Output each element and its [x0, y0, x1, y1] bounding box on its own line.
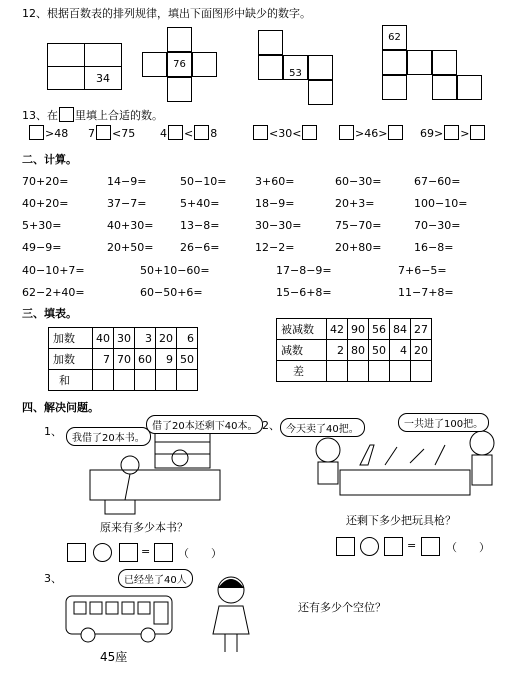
calc-item: 14−9= [107, 175, 147, 188]
row-label: 加数 [49, 328, 93, 349]
answer-cell[interactable] [327, 361, 348, 382]
speech-bubble-borrowed: 我借了20本书。 [66, 427, 151, 446]
calc-item: 3+60= [255, 175, 295, 188]
stair-top-number: 62 [382, 25, 407, 50]
calc-item: 11−7+8= [398, 286, 454, 299]
calc-item: 40+20= [22, 197, 69, 210]
subtraction-table: 被减数 42 90 56 84 27 减数 2 80 50 4 20 差 [276, 318, 432, 382]
calc-item: 50+10−60= [140, 264, 210, 277]
unit-parentheses[interactable]: （ ） [446, 541, 490, 554]
calc-item: 17−8−9= [276, 264, 332, 277]
q13-suffix: 里填上合适的数。 [75, 109, 163, 122]
calc-item: 40−10+7= [22, 264, 85, 277]
calc-item: 75−70= [335, 219, 382, 232]
problem3-number: 3、 [44, 572, 62, 585]
equals-sign: = [141, 545, 151, 558]
calc-item: 20+80= [335, 241, 382, 254]
q13-item-3: 4 < 8 [160, 127, 218, 140]
answer-box[interactable] [168, 125, 183, 140]
answer-box[interactable] [336, 537, 355, 556]
calc-item: 5+40= [180, 197, 220, 210]
answer-cell[interactable] [348, 361, 369, 382]
row-label: 减数 [277, 340, 327, 361]
row-label: 加数 [49, 349, 93, 370]
bus-illustration [62, 588, 182, 646]
row-label: 差 [277, 361, 327, 382]
section4-title: 四、解决问题。 [22, 401, 99, 414]
operator-circle[interactable] [360, 537, 379, 556]
calc-item: 70−30= [414, 219, 461, 232]
hundred-chart-grid [47, 43, 122, 90]
equals-sign: = [407, 539, 417, 552]
q13-item-6: 69> > [420, 125, 486, 140]
speech-bubble-total: 一共进了100把。 [398, 413, 489, 432]
cross-center-number: 76 [167, 52, 192, 77]
calc-item: 62−2+40= [22, 286, 85, 299]
bus-seat-count: 45座 [100, 650, 128, 664]
calc-item: 7+6−5= [398, 264, 447, 277]
answer-cell[interactable] [93, 370, 114, 391]
answer-box[interactable] [119, 543, 138, 562]
answer-box[interactable] [96, 125, 111, 140]
problem3-question: 还有多少个空位？ [298, 601, 386, 614]
answer-box[interactable] [29, 125, 44, 140]
answer-box[interactable] [421, 537, 440, 556]
answer-cell[interactable] [369, 361, 390, 382]
operator-circle[interactable] [93, 543, 112, 562]
calc-item: 60−50+6= [140, 286, 203, 299]
girl-illustration [205, 572, 255, 657]
blank-box-example [59, 107, 74, 122]
section3-title: 三、填表。 [22, 307, 77, 320]
answer-box[interactable] [194, 125, 209, 140]
problem1-number: 1、 [44, 425, 62, 438]
s-shape-number: 53 [289, 68, 302, 79]
answer-box[interactable] [388, 125, 403, 140]
calc-item: 30−30= [255, 219, 302, 232]
speech-bubble-remaining: 借了20本还剩下40本。 [146, 415, 263, 434]
calc-item: 70+20= [22, 175, 69, 188]
q13-prefix: 13、在 [22, 109, 58, 122]
speech-bubble-seated: 已经坐了40人 [118, 569, 193, 588]
calc-item: 60−30= [335, 175, 382, 188]
answer-cell[interactable] [114, 370, 135, 391]
calc-item: 49−9= [22, 241, 62, 254]
addition-table: 加数 40 30 3 20 6 加数 7 70 60 9 50 和 [48, 327, 198, 391]
answer-box[interactable] [302, 125, 317, 140]
answer-cell[interactable] [390, 361, 411, 382]
answer-cell[interactable] [135, 370, 156, 391]
answer-box[interactable] [339, 125, 354, 140]
answer-box[interactable] [384, 537, 403, 556]
answer-box[interactable] [67, 543, 86, 562]
q13-item-4: <30< [252, 125, 318, 140]
calc-item: 13−8= [180, 219, 220, 232]
calc-item: 37−7= [107, 197, 147, 210]
calc-item: 100−10= [414, 197, 468, 210]
calc-item: 12−2= [255, 241, 295, 254]
speech-bubble-sold: 今天卖了40把。 [280, 418, 365, 437]
section2-title: 二、计算。 [22, 153, 77, 166]
answer-box[interactable] [154, 543, 173, 562]
unit-parentheses[interactable]: （ ） [178, 547, 222, 560]
calc-item: 67−60= [414, 175, 461, 188]
row-label: 和 [49, 370, 93, 391]
grid-number: 34 [85, 67, 122, 90]
calc-item: 18−9= [255, 197, 295, 210]
problem2-question: 还剩下多少把玩具枪？ [346, 514, 456, 527]
problem1-question: 原来有多少本书？ [100, 521, 188, 534]
q12-text: 12、根据百数表的排列规律，填出下面图形中缺少的数字。 [22, 7, 311, 20]
calc-item: 20+3= [335, 197, 375, 210]
row-label: 被减数 [277, 319, 327, 340]
q13-item-1: >48 [28, 125, 68, 140]
calc-item: 26−6= [180, 241, 220, 254]
calc-item: 50−10= [180, 175, 227, 188]
calc-item: 40+30= [107, 219, 154, 232]
answer-box[interactable] [253, 125, 268, 140]
toy-gun-shop-illustration [300, 425, 510, 505]
answer-cell[interactable] [411, 361, 432, 382]
q13-item-5: >46> [338, 125, 404, 140]
answer-box[interactable] [470, 125, 485, 140]
answer-box[interactable] [444, 125, 459, 140]
q13-instruction [22, 107, 163, 123]
answer-cell[interactable] [177, 370, 198, 391]
calc-item: 16−8= [414, 241, 454, 254]
q13-item-2: 7 <75 [88, 127, 136, 140]
problem2-number: 2、 [262, 419, 280, 432]
answer-cell[interactable] [156, 370, 177, 391]
calc-item: 15−6+8= [276, 286, 332, 299]
calc-item: 20+50= [107, 241, 154, 254]
calc-item: 5+30= [22, 219, 62, 232]
